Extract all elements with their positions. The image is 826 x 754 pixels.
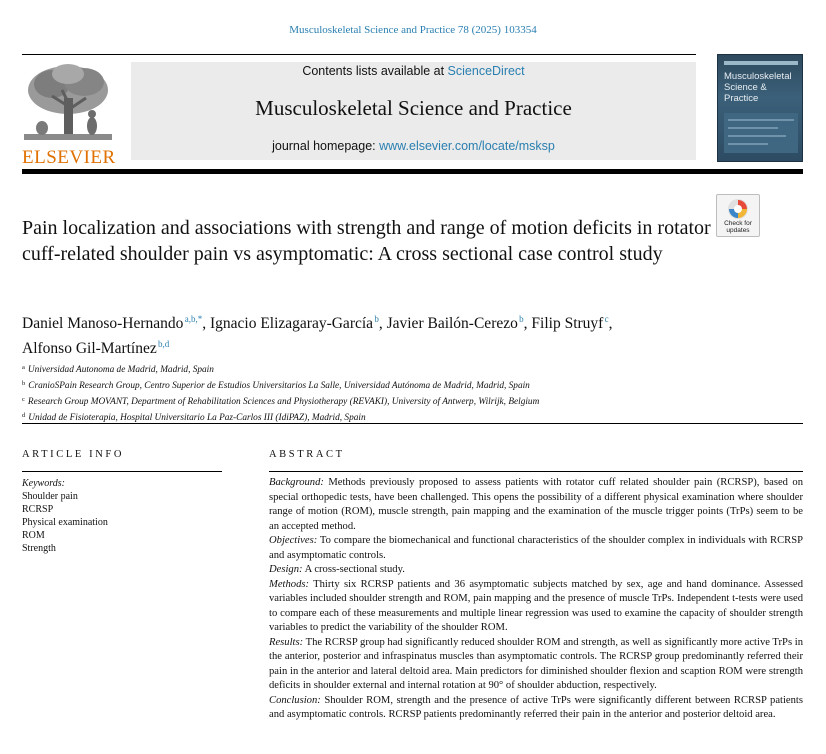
keyword-item[interactable]: RCRSP	[22, 504, 54, 515]
abstract-label: Design:	[269, 564, 303, 575]
header-top-rule	[22, 54, 696, 55]
keyword-item[interactable]: Physical examination	[22, 517, 108, 528]
affiliation-item	[22, 377, 782, 393]
check-updates-line2: updates	[726, 227, 750, 234]
check-updates-line1: Check for	[724, 220, 752, 227]
author-affiliation-marker[interactable]: b	[374, 314, 379, 324]
abstract-section-background	[269, 476, 803, 534]
abstract-section-conclusion	[269, 694, 803, 723]
abstract-label: Methods:	[269, 578, 310, 590]
abstract-heading: ABSTRACT	[269, 449, 345, 460]
author-separator: ,	[202, 315, 210, 332]
affiliation-text: Unidad de Fisioterapia, Hospital Universitario La Paz-Carlos III (IdiPAZ), Madrid, Spain	[28, 413, 366, 423]
journal-homepage-link[interactable]: www.elsevier.com/locate/msksp	[379, 139, 555, 153]
journal-cover-image[interactable]	[717, 54, 803, 162]
abstract-label: Conclusion:	[269, 694, 321, 706]
affiliation-item	[22, 393, 782, 409]
journal-title: Musculoskeletal Science and Practice	[255, 96, 572, 120]
article-title: Pain localization and associations with strength and range of motion deficits in rotator cuff-related shoulder pain vs asymptomatic: A cross sectional case control study	[22, 217, 711, 265]
check-updates-icon	[727, 198, 749, 220]
abstract-text: A cross-sectional study.	[302, 564, 405, 575]
section-divider	[22, 423, 803, 424]
affiliation-key: d	[22, 412, 26, 419]
abstract-text: Thirty six RCRSP patients and 36 asymptomatic subjects matched by sex, age and hand dominance. Assessed variables included shoulder strength and ROM, pain mapping and the presence of muscle TrPs. Independent t-tests were used to compare each of these measurements and multiple linear regression was used to examine the capacity of shoulder strength variables to predict the variability of the shoulder ROM.	[269, 578, 803, 633]
homepage-line	[131, 139, 696, 153]
affiliation-key: c	[22, 396, 25, 403]
author-name[interactable]: Javier Bailón-Cerezo	[386, 315, 518, 332]
keyword-item[interactable]: Strength	[22, 543, 56, 554]
publisher-name: ELSEVIER	[22, 147, 116, 168]
author-separator: ,	[608, 315, 613, 332]
affiliation-text: CranioSPain Research Group, Centro Superior de Estudios Universitarios La Salle, Universidad Autónoma de Madrid, Madrid, Spain	[28, 381, 530, 391]
affiliation-text: Universidad Autonoma de Madrid, Madrid, Spain	[27, 365, 214, 375]
affiliation-text: Research Group MOVANT, Department of Rehabilitation Sciences and Physiotherapy (REVAKI), University of Antwerp, Wilrijk, Belgium	[27, 397, 540, 407]
journal-citation[interactable]: Musculoskeletal Science and Practice 78 (2025) 103354	[289, 24, 537, 36]
publisher-logo[interactable]	[22, 62, 116, 168]
abstract-text: Methods previously proposed to assess patients with rotator cuff related shoulder pain (RCRSP), based on special orthopedic tests, have been challenged. This opens the possibility of a different physical examination where shoulder range of motion (ROM), muscle strength, pain mapping and the examination of the muscle trigger points (TrPs) seem to be an accepted method.	[269, 477, 803, 532]
author-list	[22, 309, 722, 359]
author-name[interactable]: Daniel Manoso-Hernando	[22, 315, 184, 332]
abstract-section-objectives	[269, 534, 803, 563]
abstract-section-design	[269, 563, 803, 578]
contents-line	[131, 64, 696, 78]
abstract-text: To compare the biomechanical and functional characteristics of the shoulder complex in individuals with RCRSP and asymptomatic controls.	[269, 535, 803, 561]
elsevier-tree-logo-icon	[22, 62, 114, 146]
author-affiliation-marker[interactable]: a,b,*	[184, 314, 203, 324]
keywords-label: Keywords:	[22, 478, 65, 489]
affiliation-key: a	[22, 364, 25, 371]
contents-prefix: Contents lists available at	[302, 64, 448, 78]
keywords-list	[22, 477, 108, 555]
abstract-label: Background:	[269, 477, 324, 488]
cover-graphic	[724, 113, 798, 153]
homepage-prefix: journal homepage:	[272, 139, 380, 153]
author-separator: ,	[378, 315, 387, 332]
cover-title: Musculoskeletal Science & Practice	[724, 71, 792, 104]
abstract-rule	[269, 471, 803, 472]
abstract-text: Shoulder ROM, strength and the presence of active TrPs were significantly different between RCRSP patients and asymptomatic controls. RCRSP patients predominantly referred their pain in the anterior and posterior deltoid area.	[269, 694, 803, 720]
affiliation-list	[22, 361, 782, 425]
author-name[interactable]: Ignacio Elizagaray-García	[209, 315, 374, 332]
abstract-label: Results:	[269, 636, 304, 648]
affiliation-key: b	[22, 380, 26, 387]
author-affiliation-marker[interactable]: b	[519, 314, 524, 324]
header-thick-rule	[22, 169, 803, 174]
author-affiliation-marker[interactable]: c	[604, 314, 609, 324]
journal-header-box	[131, 62, 696, 160]
keyword-item[interactable]: Shoulder pain	[22, 491, 78, 502]
author-name[interactable]: Filip Struyf	[531, 315, 604, 332]
keyword-item[interactable]: ROM	[22, 530, 45, 541]
abstract-section-methods	[269, 578, 803, 636]
article-info-heading: ARTICLE INFO	[22, 449, 125, 460]
abstract-label: Objectives:	[269, 535, 318, 546]
author-name[interactable]: Alfonso Gil-Martínez	[22, 340, 157, 357]
author-separator: ,	[523, 315, 532, 332]
abstract-section-results	[269, 636, 803, 694]
article-info-rule	[22, 471, 222, 472]
check-for-updates-button[interactable]	[716, 194, 760, 237]
abstract-body	[269, 476, 803, 723]
affiliation-item	[22, 361, 782, 377]
sciencedirect-link[interactable]: ScienceDirect	[447, 64, 525, 78]
author-affiliation-marker[interactable]: b,d	[158, 339, 170, 349]
cover-strip	[724, 61, 798, 65]
abstract-text: The RCRSP group had significantly reduced shoulder ROM and strength, as well as significantly more active TrPs in the anterior, posterior and infraspinatus muscles than asymptomatic controls. The RCRSP group predominantly referred their pain in the anterior and lateral deltoid area. Main predictors for diminished shoulder flexion and scaption ROM were strength deficits in shoulder external and internal rotation at 90° of shoulder abduction, respectively.	[269, 636, 803, 691]
